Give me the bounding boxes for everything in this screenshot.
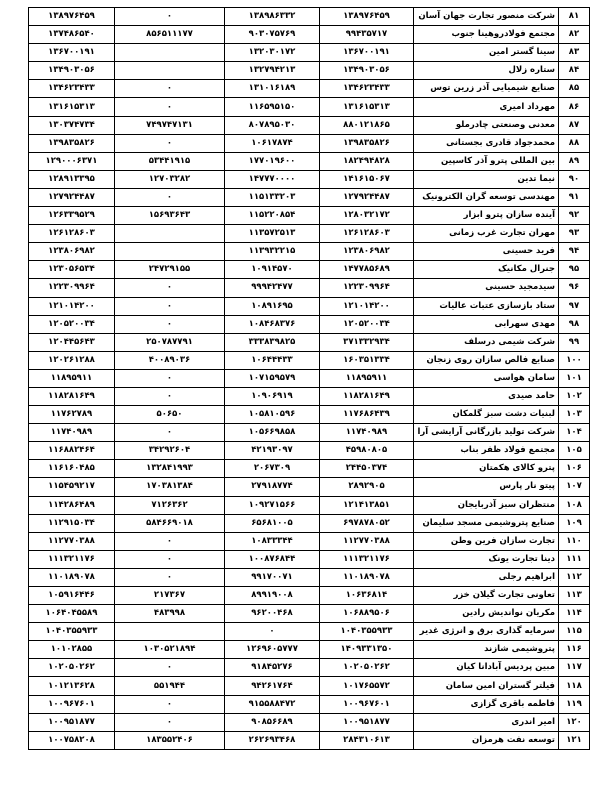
value-4-cell: ۱۲۰۵۲۰۰۳۴ <box>29 315 115 333</box>
value-1-cell: ۴۵۹۸۰۸۰۵ <box>320 442 414 460</box>
value-2-cell: ۶۵۶۸۱۰۰۵ <box>225 514 320 532</box>
company-name-cell: مهدی سهرابی <box>414 315 559 333</box>
value-1-cell: ۱۸۲۴۹۴۸۲۸ <box>320 152 414 170</box>
value-1-cell: ۳۷۱۳۳۲۹۳۴ <box>320 333 414 351</box>
value-2-cell: ۲۰۶۷۳۰۹ <box>225 460 320 478</box>
value-4-cell: ۱۱۶۱۶۰۴۸۵ <box>29 460 115 478</box>
value-2-cell: ۱۱۳۹۳۲۲۱۵ <box>225 243 320 261</box>
company-name-cell: ستاره زلال <box>414 62 559 80</box>
row-number-cell: ۱۱۰ <box>559 532 590 550</box>
value-4-cell: ۱۳۷۴۸۶۵۴۰ <box>29 26 115 44</box>
row-number-cell: ۹۵ <box>559 261 590 279</box>
table-row <box>29 243 590 261</box>
value-3-cell <box>115 44 225 62</box>
value-1-cell: ۱۲۳۸۰۶۹۸۲ <box>320 243 414 261</box>
value-3-cell: ۱۰۳۰۵۲۱۸۹۴ <box>115 641 225 659</box>
value-4-cell: ۱۲۰۲۶۱۲۸۸ <box>29 351 115 369</box>
value-2-cell: ۹۰۸۵۶۶۸۹ <box>225 713 320 731</box>
value-3-cell: ۰ <box>115 134 225 152</box>
value-2-cell: ۱۱۵۱۳۳۲۰۳ <box>225 188 320 206</box>
value-2-cell: ۱۰۵۶۶۹۸۵۸ <box>225 424 320 442</box>
value-3-cell: ۰ <box>115 713 225 731</box>
value-3-cell: ۳۴۲۹۲۶۰۴ <box>115 442 225 460</box>
value-3-cell <box>115 225 225 243</box>
value-2-cell: ۱۴۷۷۷۰۰۰۰ <box>225 170 320 188</box>
company-name-cell: ستاد بازسازی عتبات عالیات <box>414 297 559 315</box>
value-4-cell: ۱۰۰۷۵۸۲۰۸ <box>29 731 115 749</box>
row-number-cell: ۸۴ <box>559 62 590 80</box>
value-4-cell: ۱۰۰۹۶۷۶۰۱ <box>29 695 115 713</box>
value-2-cell: ۹۰۳۰۷۵۷۶۹ <box>225 26 320 44</box>
company-name-cell: صنایع شیمیایی آذر زرین توس <box>414 80 559 98</box>
value-3-cell: ۰ <box>115 8 225 26</box>
value-3-cell: ۱۷۰۳۸۱۳۸۴ <box>115 478 225 496</box>
value-2-cell: ۹۶۲۰۰۴۶۸ <box>225 605 320 623</box>
table-row <box>29 424 590 442</box>
table-row <box>29 550 590 568</box>
value-3-cell: ۰ <box>115 369 225 387</box>
company-name-cell: پتروشیمی شازند <box>414 641 559 659</box>
value-4-cell: ۱۳۰۳۷۴۷۳۴ <box>29 116 115 134</box>
company-name-cell: شرکت تولید بازرگانی آرایشی آرا <box>414 424 559 442</box>
value-4-cell: ۱۰۶۴۰۴۵۵۸۹ <box>29 605 115 623</box>
value-1-cell: ۱۰۲۰۵۰۲۶۲ <box>320 659 414 677</box>
value-2-cell: ۲۷۹۱۸۷۷۴ <box>225 478 320 496</box>
table-row <box>29 315 590 333</box>
value-4-cell: ۱۰۰۹۵۱۸۷۷ <box>29 713 115 731</box>
value-2-cell: ۱۰۹۱۴۵۷۰ <box>225 261 320 279</box>
value-3-cell <box>115 623 225 641</box>
row-number-cell: ۸۹ <box>559 152 590 170</box>
row-number-cell: ۱۲۰ <box>559 713 590 731</box>
value-3-cell: ۰ <box>115 424 225 442</box>
value-2-cell: ۱۳۸۹۸۶۳۳۲ <box>225 8 320 26</box>
company-name-cell: توسعه نفت هرمزان <box>414 731 559 749</box>
value-2-cell: ۹۱۵۵۸۸۴۷۲ <box>225 695 320 713</box>
row-number-cell: ۱۰۴ <box>559 424 590 442</box>
row-number-cell: ۱۰۸ <box>559 496 590 514</box>
value-1-cell: ۱۴۷۷۸۵۶۸۹ <box>320 261 414 279</box>
company-name-cell: صنایع فالص سازان روی زنجان <box>414 351 559 369</box>
row-number-cell: ۹۴ <box>559 243 590 261</box>
company-name-cell: شرکت منصور تجارت جهان آسان <box>414 8 559 26</box>
value-2-cell: ۲۶۲۶۹۳۴۶۸ <box>225 731 320 749</box>
company-name-cell: بین المللی پترو آذر کاسپین <box>414 152 559 170</box>
table-row <box>29 460 590 478</box>
value-2-cell: ۱۰۶۱۷۸۷۴ <box>225 134 320 152</box>
row-number-cell: ۹۱ <box>559 188 590 206</box>
company-name-cell: دینا تجارت یونک <box>414 550 559 568</box>
value-2-cell: ۱۰۰۸۷۶۸۴۴ <box>225 550 320 568</box>
row-number-cell: ۱۱۴ <box>559 605 590 623</box>
table-row <box>29 207 590 225</box>
value-1-cell: ۱۱۰۱۸۹۰۷۸ <box>320 568 414 586</box>
value-3-cell: ۰ <box>115 98 225 116</box>
ledger-body <box>29 8 590 750</box>
value-1-cell: ۱۴۱۶۱۵۰۶۷ <box>320 170 414 188</box>
value-1-cell: ۱۲۱۴۱۳۸۵۱ <box>320 496 414 514</box>
value-1-cell: ۱۳۴۹۰۳۰۵۶ <box>320 62 414 80</box>
table-row <box>29 587 590 605</box>
table-row <box>29 641 590 659</box>
company-name-cell: منتظران سبز آذربایجان <box>414 496 559 514</box>
value-1-cell: ۶۹۷۸۷۸۰۵۲ <box>320 514 414 532</box>
value-4-cell: ۱۲۳۸۰۶۹۸۲ <box>29 243 115 261</box>
value-1-cell: ۱۴۰۹۳۳۱۳۵۰ <box>320 641 414 659</box>
table-row <box>29 98 590 116</box>
value-3-cell: ۱۵۶۹۳۶۴۳ <box>115 207 225 225</box>
table-row <box>29 351 590 369</box>
company-name-cell: پترو کالای هکمتان <box>414 460 559 478</box>
value-4-cell: ۱۱۶۸۸۲۴۶۴ <box>29 442 115 460</box>
value-3-cell: ۲۴۷۲۹۱۵۵ <box>115 261 225 279</box>
value-3-cell: ۵۰۶۵۰ <box>115 406 225 424</box>
value-3-cell: ۰ <box>115 297 225 315</box>
value-3-cell: ۴۰۰۸۹۰۳۶ <box>115 351 225 369</box>
table-row <box>29 568 590 586</box>
value-2-cell: ۹۹۱۷۰۰۷۱ <box>225 568 320 586</box>
table-row <box>29 442 590 460</box>
value-1-cell: ۱۲۲۳۰۹۹۶۴ <box>320 279 414 297</box>
row-number-cell: ۱۱۸ <box>559 677 590 695</box>
table-row <box>29 225 590 243</box>
company-name-cell: مهرداد امیری <box>414 98 559 116</box>
row-number-cell: ۸۸ <box>559 134 590 152</box>
value-3-cell: ۷۴۹۷۴۷۱۳۱ <box>115 116 225 134</box>
table-row <box>29 62 590 80</box>
value-1-cell: ۱۳۸۹۷۶۴۵۹ <box>320 8 414 26</box>
company-name-cell: مبین پردیس آبادانا کیان <box>414 659 559 677</box>
value-4-cell: ۱۰۴۰۳۵۵۹۳۳ <box>29 623 115 641</box>
value-1-cell: ۸۸۰۱۲۱۸۶۵ <box>320 116 414 134</box>
company-name-cell: مهندسی توسعه گران الکترونیک <box>414 188 559 206</box>
value-1-cell: ۱۱۸۲۸۱۶۴۹ <box>320 387 414 405</box>
value-1-cell: ۲۸۴۳۱۰۶۱۳ <box>320 731 414 749</box>
row-number-cell: ۸۵ <box>559 80 590 98</box>
table-row <box>29 44 590 62</box>
value-4-cell: ۱۲۷۹۲۴۴۸۷ <box>29 188 115 206</box>
table-row <box>29 514 590 532</box>
value-3-cell: ۰ <box>115 532 225 550</box>
value-4-cell: ۱۲۱۰۱۴۲۰۰ <box>29 297 115 315</box>
table-row <box>29 731 590 749</box>
company-name-cell: مکریان نواندیش رادین <box>414 605 559 623</box>
value-3-cell: ۵۳۴۴۱۹۱۵ <box>115 152 225 170</box>
value-3-cell: ۰ <box>115 568 225 586</box>
value-1-cell: ۱۳۴۶۲۳۴۳۳ <box>320 80 414 98</box>
table-row <box>29 677 590 695</box>
table-row <box>29 152 590 170</box>
value-4-cell: ۱۱۸۹۵۹۱۱ <box>29 369 115 387</box>
table-row <box>29 532 590 550</box>
value-2-cell: ۱۳۲۰۳۰۱۷۲ <box>225 44 320 62</box>
value-3-cell: ۰ <box>115 315 225 333</box>
table-row <box>29 80 590 98</box>
table-row <box>29 387 590 405</box>
row-number-cell: ۹۰ <box>559 170 590 188</box>
value-3-cell: ۸۵۶۵۱۱۱۷۷ <box>115 26 225 44</box>
value-1-cell: ۲۸۹۲۹۰۵ <box>320 478 414 496</box>
value-2-cell: ۱۱۶۵۹۵۱۵۰ <box>225 98 320 116</box>
table-row <box>29 369 590 387</box>
value-3-cell: ۱۳۲۸۴۱۹۹۳ <box>115 460 225 478</box>
value-3-cell: ۰ <box>115 695 225 713</box>
value-1-cell: ۱۲۱۰۱۴۲۰۰ <box>320 297 414 315</box>
value-4-cell: ۱۲۶۳۳۹۵۲۹ <box>29 207 115 225</box>
value-2-cell: ۱۰۹۰۶۹۱۹ <box>225 387 320 405</box>
value-1-cell: ۱۳۹۸۳۵۸۲۶ <box>320 134 414 152</box>
company-name-cell: مهران تجارت غرب زمانی <box>414 225 559 243</box>
company-name-cell: فیلتر گستران امین سامان <box>414 677 559 695</box>
value-1-cell: ۱۰۱۷۶۵۵۷۲ <box>320 677 414 695</box>
value-2-cell: ۱۰۶۴۴۴۳۳ <box>225 351 320 369</box>
value-4-cell: ۱۱۷۶۲۷۸۹ <box>29 406 115 424</box>
value-1-cell: ۱۶۰۳۵۱۳۳۴ <box>320 351 414 369</box>
row-number-cell: ۸۱ <box>559 8 590 26</box>
value-4-cell: ۱۲۳۰۵۶۵۳۴ <box>29 261 115 279</box>
company-name-cell: محمدجواد قادری بجستانی <box>414 134 559 152</box>
value-1-cell: ۱۳۶۷۰۰۱۹۱ <box>320 44 414 62</box>
row-number-cell: ۸۷ <box>559 116 590 134</box>
table-row <box>29 116 590 134</box>
value-2-cell: ۸۹۹۱۹۰۰۸ <box>225 587 320 605</box>
value-1-cell: ۱۱۷۶۸۶۴۳۹ <box>320 406 414 424</box>
value-3-cell: ۴۸۳۹۹۸ <box>115 605 225 623</box>
value-1-cell: ۱۱۸۹۵۹۱۱ <box>320 369 414 387</box>
value-1-cell: ۱۰۴۰۳۵۵۹۳۳ <box>320 623 414 641</box>
value-4-cell: ۱۲۲۳۰۹۹۶۴ <box>29 279 115 297</box>
row-number-cell: ۱۰۳ <box>559 406 590 424</box>
table-row <box>29 8 590 26</box>
value-4-cell: ۱۳۹۸۳۵۸۲۶ <box>29 134 115 152</box>
row-number-cell: ۹۸ <box>559 315 590 333</box>
company-name-cell: حامد صیدی <box>414 387 559 405</box>
row-number-cell: ۱۱۳ <box>559 587 590 605</box>
value-4-cell: ۱۲۰۴۴۵۶۴۳ <box>29 333 115 351</box>
ledger-table <box>28 7 590 750</box>
value-2-cell: ۱۰۸۴۶۸۳۷۶ <box>225 315 320 333</box>
value-4-cell: ۱۲۶۱۲۸۶۰۳ <box>29 225 115 243</box>
table-row <box>29 170 590 188</box>
value-3-cell: ۰ <box>115 387 225 405</box>
table-row <box>29 333 590 351</box>
value-1-cell: ۱۱۷۴۰۹۸۹ <box>320 424 414 442</box>
row-number-cell: ۹۶ <box>559 279 590 297</box>
table-row <box>29 26 590 44</box>
company-name-cell: سیدمجید حسینی <box>414 279 559 297</box>
company-name-cell: لبنیات دشت سبز گلمکان <box>414 406 559 424</box>
value-2-cell: ۴۲۱۹۳۰۹۷ <box>225 442 320 460</box>
company-name-cell: پیتو نار پارس <box>414 478 559 496</box>
company-name-cell: سامان هواسی <box>414 369 559 387</box>
value-2-cell: ۱۷۷۰۱۹۶۰۰ <box>225 152 320 170</box>
table-row <box>29 496 590 514</box>
value-1-cell: ۱۳۱۶۱۵۳۱۳ <box>320 98 414 116</box>
row-number-cell: ۸۶ <box>559 98 590 116</box>
value-1-cell: ۱۰۶۳۶۸۱۴ <box>320 587 414 605</box>
row-number-cell: ۱۱۹ <box>559 695 590 713</box>
value-3-cell: ۷۱۲۶۳۶۲ <box>115 496 225 514</box>
value-4-cell: ۱۱۱۳۲۱۱۷۶ <box>29 550 115 568</box>
row-number-cell: ۱۱۷ <box>559 659 590 677</box>
row-number-cell: ۹۹ <box>559 333 590 351</box>
value-4-cell: ۱۳۴۶۲۳۴۳۳ <box>29 80 115 98</box>
table-row <box>29 623 590 641</box>
row-number-cell: ۹۳ <box>559 225 590 243</box>
table-row <box>29 478 590 496</box>
table-row <box>29 406 590 424</box>
company-name-cell: تعاونی تجارت گیلان خزر <box>414 587 559 605</box>
value-2-cell: ۰ <box>225 623 320 641</box>
value-2-cell: ۳۳۳۸۳۹۸۲۵ <box>225 333 320 351</box>
value-2-cell: ۱۳۲۷۹۴۲۱۳ <box>225 62 320 80</box>
company-name-cell: فرید حسینی <box>414 243 559 261</box>
value-3-cell: ۵۸۴۶۶۹۰۱۸ <box>115 514 225 532</box>
value-1-cell: ۱۰۰۹۵۱۸۷۷ <box>320 713 414 731</box>
value-2-cell: ۸۰۷۸۹۵۰۳۰ <box>225 116 320 134</box>
value-3-cell: ۰ <box>115 279 225 297</box>
value-4-cell: ۱۲۹۰۰۰۶۳۷۱ <box>29 152 115 170</box>
row-number-cell: ۹۷ <box>559 297 590 315</box>
value-4-cell: ۱۳۸۹۷۶۴۵۹ <box>29 8 115 26</box>
value-4-cell: ۱۰۱۲۱۳۶۲۸ <box>29 677 115 695</box>
company-name-cell: صنایع پتروشیمی مسجد سلیمان <box>414 514 559 532</box>
value-2-cell: ۱۰۸۹۱۶۹۵ <box>225 297 320 315</box>
company-name-cell: معدنی وصنعتی چادرملو <box>414 116 559 134</box>
table-row <box>29 261 590 279</box>
row-number-cell: ۹۲ <box>559 207 590 225</box>
value-3-cell <box>115 62 225 80</box>
value-2-cell: ۹۴۲۶۱۷۶۴ <box>225 677 320 695</box>
value-3-cell: ۰ <box>115 188 225 206</box>
value-3-cell <box>115 243 225 261</box>
value-2-cell: ۱۰۵۸۱۰۵۹۶ <box>225 406 320 424</box>
value-2-cell: ۱۳۱۰۱۶۱۸۹ <box>225 80 320 98</box>
value-1-cell: ۹۹۴۳۵۷۱۷ <box>320 26 414 44</box>
row-number-cell: ۱۱۶ <box>559 641 590 659</box>
value-2-cell: ۱۲۶۹۶۰۵۷۷۷ <box>225 641 320 659</box>
table-row <box>29 279 590 297</box>
company-name-cell: سینا گستر امین <box>414 44 559 62</box>
value-1-cell: ۱۰۰۹۶۷۶۰۱ <box>320 695 414 713</box>
company-name-cell: مجتمع فولاد ظفر بناب <box>414 442 559 460</box>
value-4-cell: ۱۰۱۰۲۸۵۵ <box>29 641 115 659</box>
value-1-cell: ۲۴۴۵۰۳۷۴ <box>320 460 414 478</box>
table-row <box>29 713 590 731</box>
row-number-cell: ۱۰۷ <box>559 478 590 496</box>
company-name-cell: امیر اندری <box>414 713 559 731</box>
value-1-cell: ۱۲۶۱۲۸۶۰۳ <box>320 225 414 243</box>
row-number-cell: ۱۰۵ <box>559 442 590 460</box>
value-3-cell: ۲۱۷۳۶۷ <box>115 587 225 605</box>
value-2-cell: ۹۱۸۴۵۲۷۶ <box>225 659 320 677</box>
value-1-cell: ۱۰۶۸۸۹۵۰۶ <box>320 605 414 623</box>
value-1-cell: ۱۲۷۹۲۴۴۸۷ <box>320 188 414 206</box>
value-4-cell: ۱۱۷۴۰۹۸۹ <box>29 424 115 442</box>
company-name-cell: جنرال مکانیک <box>414 261 559 279</box>
value-1-cell: ۱۱۱۳۲۱۱۷۶ <box>320 550 414 568</box>
value-3-cell: ۱۸۳۵۵۲۴۰۶ <box>115 731 225 749</box>
value-3-cell: ۲۵۰۷۸۷۷۹۱ <box>115 333 225 351</box>
row-number-cell: ۱۱۲ <box>559 568 590 586</box>
value-1-cell: ۱۱۲۷۷۰۳۸۸ <box>320 532 414 550</box>
company-name-cell: نیما تدین <box>414 170 559 188</box>
row-number-cell: ۱۰۹ <box>559 514 590 532</box>
value-4-cell: ۱۱۰۱۸۹۰۷۸ <box>29 568 115 586</box>
table-row <box>29 695 590 713</box>
value-3-cell: ۱۲۷۰۳۲۸۲ <box>115 170 225 188</box>
value-4-cell: ۱۳۶۷۰۰۱۹۱ <box>29 44 115 62</box>
company-name-cell: ابراهیم رجلی <box>414 568 559 586</box>
row-number-cell: ۱۱۵ <box>559 623 590 641</box>
value-4-cell: ۱۱۲۹۱۵۰۳۴ <box>29 514 115 532</box>
value-4-cell: ۱۲۸۹۱۳۳۹۵ <box>29 170 115 188</box>
value-2-cell: ۱۰۸۳۳۳۴۴ <box>225 532 320 550</box>
row-number-cell: ۱۰۶ <box>559 460 590 478</box>
value-4-cell: ۱۱۴۲۸۶۴۸۹ <box>29 496 115 514</box>
value-2-cell: ۹۹۹۴۲۴۷۷ <box>225 279 320 297</box>
company-name-cell: فاطمه باقری گزازی <box>414 695 559 713</box>
value-4-cell: ۱۰۲۰۵۰۲۶۲ <box>29 659 115 677</box>
company-name-cell: مجتمع فولادروهینا جنوب <box>414 26 559 44</box>
company-name-cell: تجارت سازان فرین وطن <box>414 532 559 550</box>
company-name-cell: آینده سازان پترو ابزار <box>414 207 559 225</box>
value-2-cell: ۱۰۷۱۵۹۵۷۹ <box>225 369 320 387</box>
company-name-cell: سرمایه گذاری برق و انرژی غدیر <box>414 623 559 641</box>
row-number-cell: ۸۳ <box>559 44 590 62</box>
table-row <box>29 134 590 152</box>
table-row <box>29 297 590 315</box>
value-2-cell: ۱۱۳۵۷۲۵۱۳ <box>225 225 320 243</box>
row-number-cell: ۱۲۱ <box>559 731 590 749</box>
value-1-cell: ۱۲۸۰۳۲۱۷۲ <box>320 207 414 225</box>
value-2-cell: ۱۱۵۲۲۰۸۵۴ <box>225 207 320 225</box>
table-row <box>29 188 590 206</box>
row-number-cell: ۱۰۲ <box>559 387 590 405</box>
value-3-cell: ۵۵۱۹۴۴ <box>115 677 225 695</box>
value-4-cell: ۱۰۵۹۱۶۴۴۶ <box>29 587 115 605</box>
value-3-cell: ۰ <box>115 550 225 568</box>
company-name-cell: شرکت شیمی درسلف <box>414 333 559 351</box>
value-4-cell: ۱۳۱۶۱۵۳۱۳ <box>29 98 115 116</box>
value-2-cell: ۱۰۹۲۷۱۵۶۶ <box>225 496 320 514</box>
value-4-cell: ۱۱۸۲۸۱۶۴۹ <box>29 387 115 405</box>
table-row <box>29 605 590 623</box>
row-number-cell: ۱۰۰ <box>559 351 590 369</box>
value-4-cell: ۱۱۲۷۷۰۳۸۸ <box>29 532 115 550</box>
row-number-cell: ۸۲ <box>559 26 590 44</box>
row-number-cell: ۱۰۱ <box>559 369 590 387</box>
value-4-cell: ۱۳۴۹۰۳۰۵۶ <box>29 62 115 80</box>
value-3-cell: ۰ <box>115 659 225 677</box>
value-3-cell: ۰ <box>115 80 225 98</box>
value-1-cell: ۱۲۰۵۲۰۰۳۴ <box>320 315 414 333</box>
value-4-cell: ۱۱۵۴۵۹۲۱۷ <box>29 478 115 496</box>
table-row <box>29 659 590 677</box>
row-number-cell: ۱۱۱ <box>559 550 590 568</box>
